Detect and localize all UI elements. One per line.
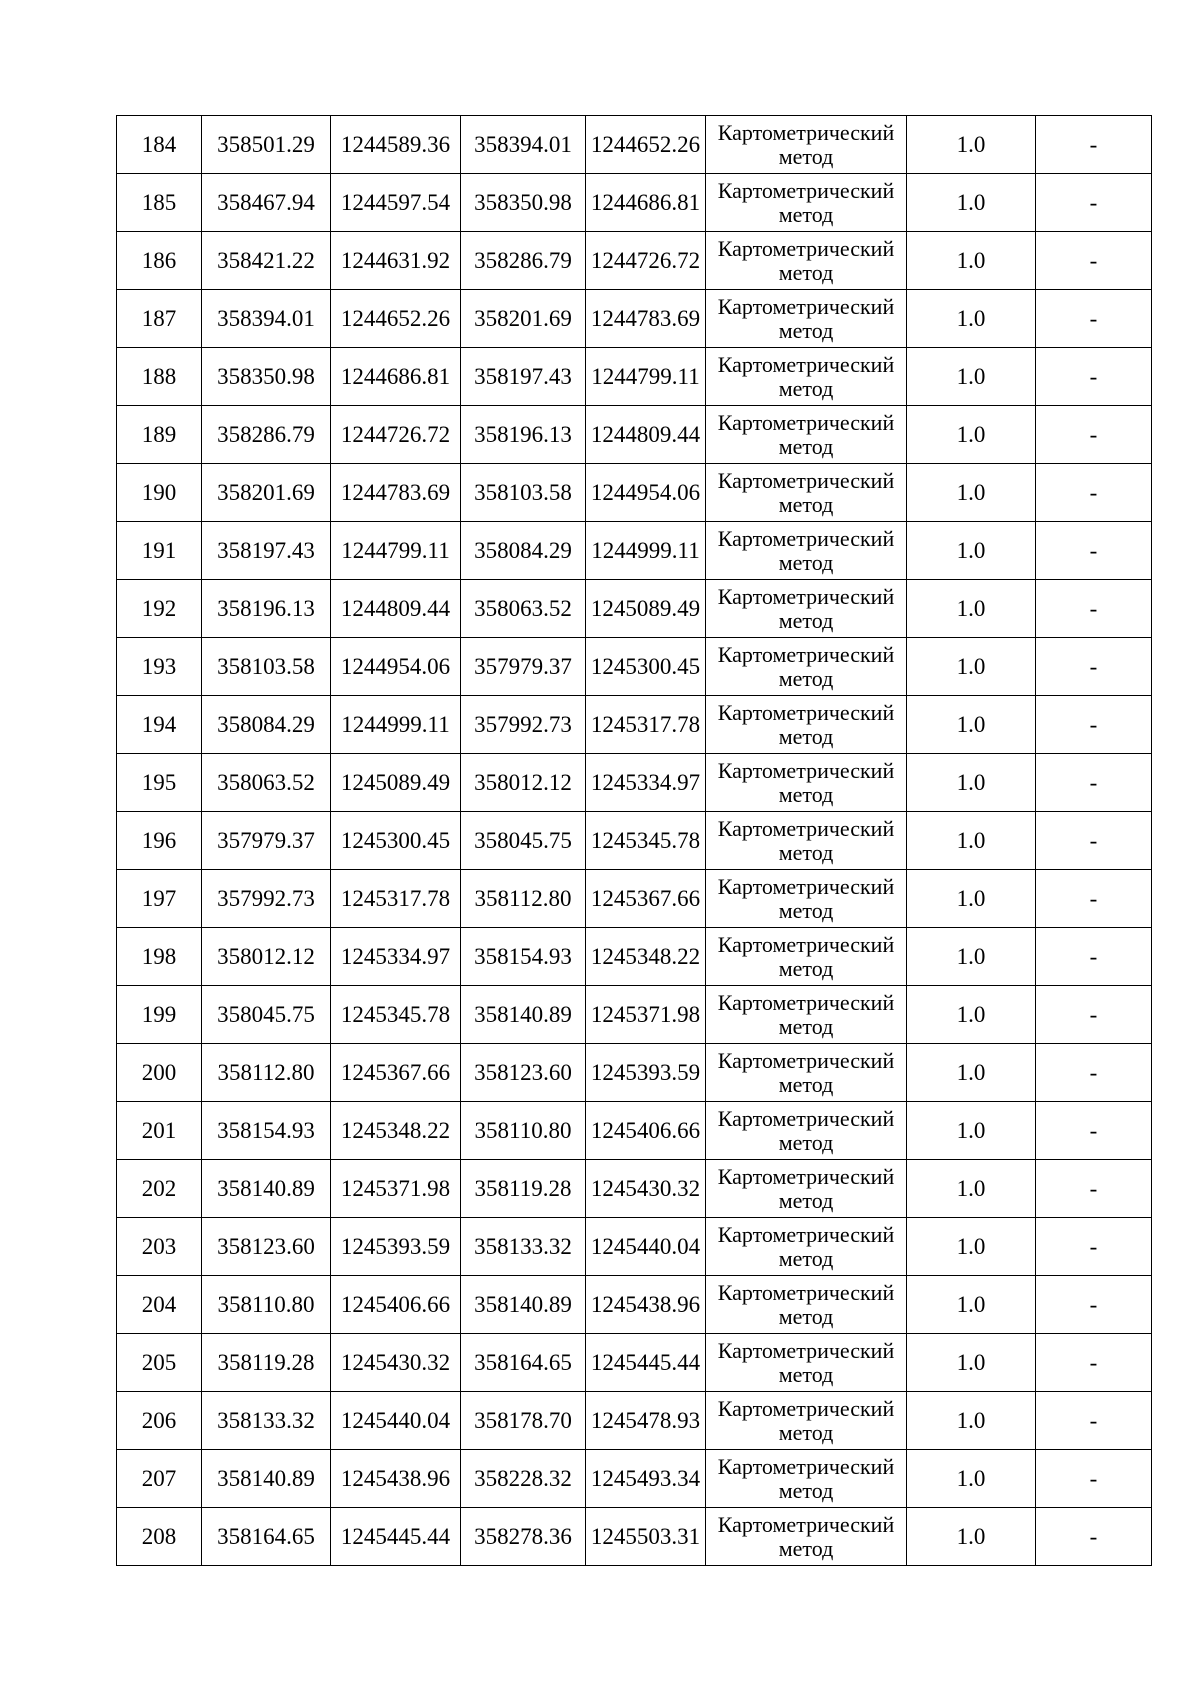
accuracy-cell: 1.0 [907,1102,1036,1160]
x-start-cell: 358421.22 [202,232,331,290]
note-cell: - [1036,580,1152,638]
x-end-cell: 358063.52 [461,580,586,638]
note-cell: - [1036,290,1152,348]
point-number-cell: 186 [117,232,202,290]
method-cell [706,290,907,348]
y-start-cell: 1244686.81 [331,348,461,406]
x-end-cell: 357979.37 [461,638,586,696]
method-cell [706,986,907,1044]
table-row [117,1392,1152,1450]
x-start-cell: 358286.79 [202,406,331,464]
method-line-2: метод [778,549,834,575]
y-start-cell: 1245334.97 [331,928,461,986]
x-end-cell: 358178.70 [461,1392,586,1450]
y-end-cell: 1245334.97 [586,754,706,812]
y-start-cell: 1244631.92 [331,232,461,290]
x-end-cell: 358164.65 [461,1334,586,1392]
method-cell [706,1508,907,1566]
method-line-2: метод [778,259,834,285]
y-start-cell: 1245440.04 [331,1392,461,1450]
accuracy-cell: 1.0 [907,1044,1036,1102]
method-line-1: Картометрический [717,989,895,1015]
y-start-cell: 1245430.32 [331,1334,461,1392]
x-end-cell: 358140.89 [461,986,586,1044]
method-line-2: метод [778,1013,834,1039]
method-line-1: Картометрический [717,351,895,377]
y-start-cell: 1244652.26 [331,290,461,348]
y-end-cell: 1244783.69 [586,290,706,348]
table-row [117,1160,1152,1218]
x-end-cell: 358228.32 [461,1450,586,1508]
accuracy-cell: 1.0 [907,754,1036,812]
note-cell: - [1036,522,1152,580]
note-cell: - [1036,870,1152,928]
y-start-cell: 1244726.72 [331,406,461,464]
method-line-2: метод [778,143,834,169]
accuracy-cell: 1.0 [907,812,1036,870]
accuracy-cell: 1.0 [907,1160,1036,1218]
x-start-cell: 358394.01 [202,290,331,348]
method-cell [706,928,907,986]
method-line-2: метод [778,1361,834,1387]
accuracy-cell: 1.0 [907,696,1036,754]
x-end-cell: 358110.80 [461,1102,586,1160]
method-line-1: Картометрический [717,583,895,609]
method-cell [706,1450,907,1508]
method-line-1: Картометрический [717,1453,895,1479]
point-number-cell: 191 [117,522,202,580]
method-line-2: метод [778,1187,834,1213]
x-start-cell: 358350.98 [202,348,331,406]
note-cell: - [1036,174,1152,232]
y-start-cell: 1245393.59 [331,1218,461,1276]
method-line-1: Картометрический [717,409,895,435]
method-line-2: метод [778,201,834,227]
coordinates-table [116,115,1152,1566]
method-line-2: метод [778,1535,834,1561]
point-number-cell: 205 [117,1334,202,1392]
table-row [117,290,1152,348]
method-cell [706,1276,907,1334]
note-cell: - [1036,406,1152,464]
table-row [117,1044,1152,1102]
method-line-1: Картометрический [717,1105,895,1131]
accuracy-cell: 1.0 [907,870,1036,928]
method-line-2: метод [778,375,834,401]
method-cell [706,754,907,812]
accuracy-cell: 1.0 [907,928,1036,986]
point-number-cell: 200 [117,1044,202,1102]
table-row [117,174,1152,232]
method-line-2: метод [778,839,834,865]
x-end-cell: 358123.60 [461,1044,586,1102]
note-cell: - [1036,986,1152,1044]
y-end-cell: 1245438.96 [586,1276,706,1334]
accuracy-cell: 1.0 [907,1450,1036,1508]
table-row [117,580,1152,638]
accuracy-cell: 1.0 [907,1508,1036,1566]
method-line-2: метод [778,1071,834,1097]
y-end-cell: 1245348.22 [586,928,706,986]
method-cell [706,116,907,174]
y-start-cell: 1244597.54 [331,174,461,232]
method-cell [706,1392,907,1450]
note-cell: - [1036,1102,1152,1160]
method-line-2: метод [778,665,834,691]
note-cell: - [1036,1044,1152,1102]
method-line-1: Картометрический [717,1221,895,1247]
x-end-cell: 358084.29 [461,522,586,580]
note-cell: - [1036,754,1152,812]
method-cell [706,1334,907,1392]
point-number-cell: 193 [117,638,202,696]
table-row [117,638,1152,696]
method-cell [706,870,907,928]
point-number-cell: 206 [117,1392,202,1450]
note-cell: - [1036,116,1152,174]
x-start-cell: 358164.65 [202,1508,331,1566]
x-end-cell: 358140.89 [461,1276,586,1334]
y-end-cell: 1244999.11 [586,522,706,580]
method-line-1: Картометрический [717,1395,895,1421]
note-cell: - [1036,464,1152,522]
accuracy-cell: 1.0 [907,986,1036,1044]
y-start-cell: 1245317.78 [331,870,461,928]
table-row [117,928,1152,986]
table-row [117,1508,1152,1566]
method-line-2: метод [778,897,834,923]
method-cell [706,1160,907,1218]
point-number-cell: 208 [117,1508,202,1566]
y-end-cell: 1245393.59 [586,1044,706,1102]
method-line-1: Картометрический [717,177,895,203]
note-cell: - [1036,812,1152,870]
method-line-2: метод [778,433,834,459]
method-line-2: метод [778,723,834,749]
method-line-1: Картометрический [717,235,895,261]
x-end-cell: 358154.93 [461,928,586,986]
accuracy-cell: 1.0 [907,638,1036,696]
method-cell [706,522,907,580]
method-cell [706,1044,907,1102]
table-row [117,1218,1152,1276]
point-number-cell: 184 [117,116,202,174]
method-line-2: метод [778,317,834,343]
point-number-cell: 187 [117,290,202,348]
table-row [117,696,1152,754]
x-start-cell: 358140.89 [202,1450,331,1508]
note-cell: - [1036,696,1152,754]
method-cell [706,638,907,696]
note-cell: - [1036,1508,1152,1566]
accuracy-cell: 1.0 [907,1334,1036,1392]
x-end-cell: 358201.69 [461,290,586,348]
method-line-1: Картометрический [717,641,895,667]
note-cell: - [1036,232,1152,290]
method-line-2: метод [778,607,834,633]
point-number-cell: 201 [117,1102,202,1160]
x-end-cell: 358045.75 [461,812,586,870]
method-cell [706,696,907,754]
point-number-cell: 202 [117,1160,202,1218]
method-line-1: Картометрический [717,1047,895,1073]
y-end-cell: 1244809.44 [586,406,706,464]
method-cell [706,580,907,638]
table-row [117,986,1152,1044]
accuracy-cell: 1.0 [907,522,1036,580]
point-number-cell: 197 [117,870,202,928]
x-end-cell: 358012.12 [461,754,586,812]
point-number-cell: 192 [117,580,202,638]
x-start-cell: 357992.73 [202,870,331,928]
method-line-1: Картометрический [717,1163,895,1189]
table-row [117,522,1152,580]
x-start-cell: 358501.29 [202,116,331,174]
method-line-1: Картометрический [717,1511,895,1537]
x-start-cell: 358140.89 [202,1160,331,1218]
y-end-cell: 1245371.98 [586,986,706,1044]
x-end-cell: 358119.28 [461,1160,586,1218]
y-end-cell: 1244726.72 [586,232,706,290]
note-cell: - [1036,348,1152,406]
method-cell [706,1102,907,1160]
table-row [117,1334,1152,1392]
y-start-cell: 1244783.69 [331,464,461,522]
y-end-cell: 1245317.78 [586,696,706,754]
y-start-cell: 1244589.36 [331,116,461,174]
method-line-1: Картометрический [717,525,895,551]
x-start-cell: 358045.75 [202,986,331,1044]
y-end-cell: 1245345.78 [586,812,706,870]
accuracy-cell: 1.0 [907,290,1036,348]
y-start-cell: 1245348.22 [331,1102,461,1160]
point-number-cell: 196 [117,812,202,870]
y-start-cell: 1244999.11 [331,696,461,754]
accuracy-cell: 1.0 [907,174,1036,232]
x-end-cell: 358112.80 [461,870,586,928]
y-start-cell: 1244954.06 [331,638,461,696]
accuracy-cell: 1.0 [907,464,1036,522]
y-end-cell: 1245445.44 [586,1334,706,1392]
accuracy-cell: 1.0 [907,580,1036,638]
method-line-1: Картометрический [717,815,895,841]
y-start-cell: 1245089.49 [331,754,461,812]
note-cell: - [1036,1276,1152,1334]
y-start-cell: 1244799.11 [331,522,461,580]
method-line-2: метод [778,955,834,981]
x-end-cell: 358103.58 [461,464,586,522]
y-start-cell: 1245367.66 [331,1044,461,1102]
point-number-cell: 199 [117,986,202,1044]
method-line-2: метод [778,1477,834,1503]
x-start-cell: 358110.80 [202,1276,331,1334]
x-start-cell: 358112.80 [202,1044,331,1102]
method-line-1: Картометрический [717,467,895,493]
table-row [117,870,1152,928]
point-number-cell: 189 [117,406,202,464]
x-start-cell: 358197.43 [202,522,331,580]
method-line-1: Картометрический [717,1279,895,1305]
x-end-cell: 358196.13 [461,406,586,464]
accuracy-cell: 1.0 [907,1218,1036,1276]
y-start-cell: 1245445.44 [331,1508,461,1566]
y-end-cell: 1244799.11 [586,348,706,406]
x-end-cell: 357992.73 [461,696,586,754]
table-row [117,1450,1152,1508]
y-end-cell: 1244652.26 [586,116,706,174]
x-start-cell: 358133.32 [202,1392,331,1450]
point-number-cell: 204 [117,1276,202,1334]
y-start-cell: 1245345.78 [331,986,461,1044]
method-line-2: метод [778,1419,834,1445]
y-end-cell: 1245300.45 [586,638,706,696]
coordinates-table-body [117,116,1152,1566]
y-start-cell: 1245371.98 [331,1160,461,1218]
x-end-cell: 358278.36 [461,1508,586,1566]
method-cell [706,1218,907,1276]
method-line-1: Картометрический [717,1337,895,1363]
accuracy-cell: 1.0 [907,116,1036,174]
note-cell: - [1036,1334,1152,1392]
y-end-cell: 1244954.06 [586,464,706,522]
method-line-2: метод [778,781,834,807]
y-end-cell: 1245493.34 [586,1450,706,1508]
y-end-cell: 1245440.04 [586,1218,706,1276]
method-line-2: метод [778,1245,834,1271]
x-end-cell: 358394.01 [461,116,586,174]
table-row [117,1276,1152,1334]
x-start-cell: 358012.12 [202,928,331,986]
x-start-cell: 358196.13 [202,580,331,638]
y-end-cell: 1245503.31 [586,1508,706,1566]
x-start-cell: 358467.94 [202,174,331,232]
accuracy-cell: 1.0 [907,232,1036,290]
note-cell: - [1036,1218,1152,1276]
x-start-cell: 358119.28 [202,1334,331,1392]
note-cell: - [1036,928,1152,986]
y-end-cell: 1245478.93 [586,1392,706,1450]
x-end-cell: 358133.32 [461,1218,586,1276]
method-line-1: Картометрический [717,293,895,319]
table-row [117,232,1152,290]
x-end-cell: 358197.43 [461,348,586,406]
method-cell [706,348,907,406]
x-start-cell: 357979.37 [202,812,331,870]
y-start-cell: 1245300.45 [331,812,461,870]
note-cell: - [1036,1160,1152,1218]
y-end-cell: 1245089.49 [586,580,706,638]
note-cell: - [1036,638,1152,696]
table-row [117,116,1152,174]
note-cell: - [1036,1392,1152,1450]
point-number-cell: 194 [117,696,202,754]
point-number-cell: 198 [117,928,202,986]
method-line-1: Картометрический [717,873,895,899]
x-start-cell: 358154.93 [202,1102,331,1160]
accuracy-cell: 1.0 [907,1392,1036,1450]
method-line-2: метод [778,1303,834,1329]
point-number-cell: 190 [117,464,202,522]
method-line-1: Картометрический [717,757,895,783]
method-line-1: Картометрический [717,119,895,145]
x-start-cell: 358063.52 [202,754,331,812]
accuracy-cell: 1.0 [907,1276,1036,1334]
method-cell [706,174,907,232]
x-end-cell: 358350.98 [461,174,586,232]
x-start-cell: 358103.58 [202,638,331,696]
x-start-cell: 358123.60 [202,1218,331,1276]
y-end-cell: 1245430.32 [586,1160,706,1218]
method-line-2: метод [778,1129,834,1155]
method-cell [706,464,907,522]
method-cell [706,232,907,290]
method-cell [706,812,907,870]
point-number-cell: 195 [117,754,202,812]
y-start-cell: 1244809.44 [331,580,461,638]
y-end-cell: 1244686.81 [586,174,706,232]
point-number-cell: 203 [117,1218,202,1276]
y-end-cell: 1245406.66 [586,1102,706,1160]
x-start-cell: 358201.69 [202,464,331,522]
method-line-2: метод [778,491,834,517]
point-number-cell: 188 [117,348,202,406]
table-row [117,464,1152,522]
y-end-cell: 1245367.66 [586,870,706,928]
point-number-cell: 207 [117,1450,202,1508]
accuracy-cell: 1.0 [907,406,1036,464]
x-end-cell: 358286.79 [461,232,586,290]
method-line-1: Картометрический [717,699,895,725]
method-line-1: Картометрический [717,931,895,957]
table-row [117,406,1152,464]
note-cell: - [1036,1450,1152,1508]
point-number-cell: 185 [117,174,202,232]
table-row [117,812,1152,870]
accuracy-cell: 1.0 [907,348,1036,406]
table-row [117,1102,1152,1160]
y-start-cell: 1245406.66 [331,1276,461,1334]
table-row [117,348,1152,406]
method-cell [706,406,907,464]
x-start-cell: 358084.29 [202,696,331,754]
table-row [117,754,1152,812]
y-start-cell: 1245438.96 [331,1450,461,1508]
